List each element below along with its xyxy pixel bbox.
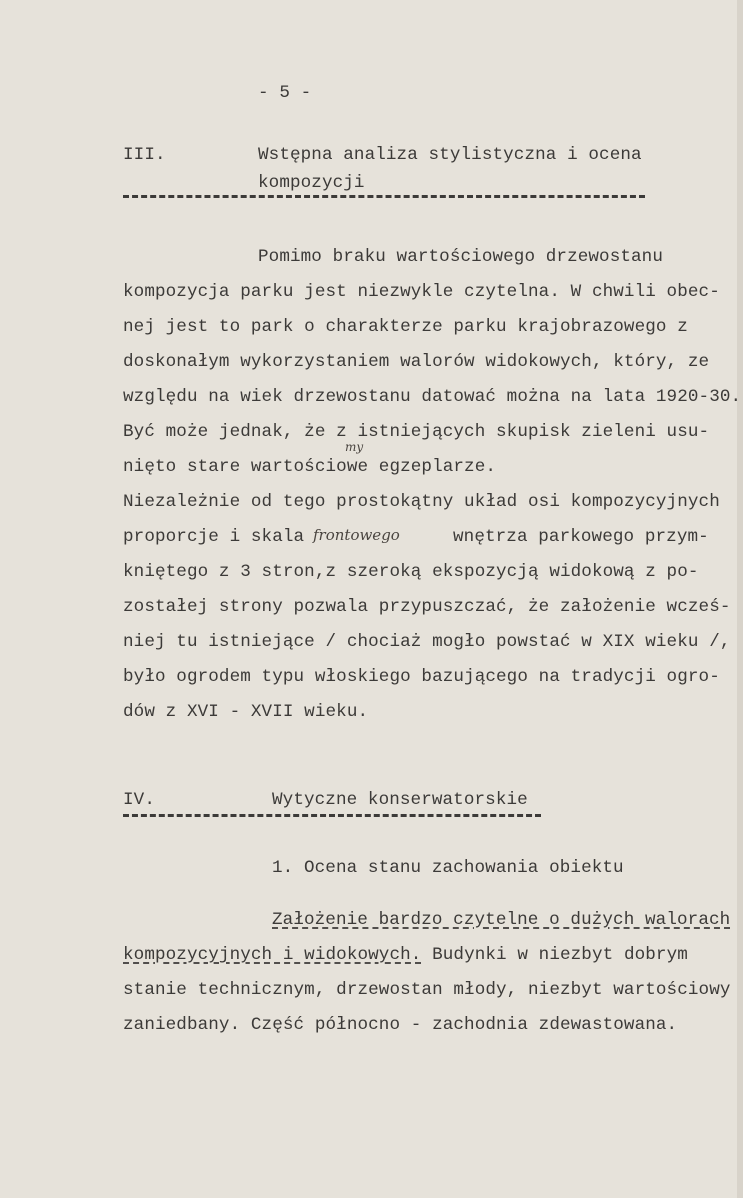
text-line: nej jest to park o charakterze parku krajobrazowego z — [123, 317, 688, 337]
text-line: kompozycja parku jest niezwykle czytelna. W chwili obec- — [123, 282, 720, 302]
text-line: wnętrza parkowego przym- — [453, 527, 709, 547]
page-edge — [737, 0, 743, 1198]
text-line — [123, 944, 688, 966]
section-3-title: Wstępna analiza stylistyczna i ocena — [258, 145, 642, 165]
text-span: Budynki w niezbyt dobrym — [421, 945, 688, 965]
underlined-text: kompozycyjnych i widokowych. — [123, 945, 422, 965]
text-line: było ogrodem typu włoskiego bazującego na tradycji ogro- — [123, 667, 720, 687]
section-3-number: III. — [123, 145, 166, 165]
text-line: względu na wiek drzewostanu datować można na lata 1920-30. — [123, 387, 742, 407]
text-line: zostałej strony pozwala przypuszczać, że założenie wcześ- — [123, 597, 731, 617]
text-line: niej tu istniejące / chociaż mogło powstać w XIX wieku /, — [123, 632, 731, 652]
page-number: - 5 - — [258, 83, 312, 103]
text-line: nięto stare wartościowe egzeplarze. — [123, 457, 497, 477]
section-3-divider — [123, 195, 645, 198]
section-4-title: Wytyczne konserwatorskie — [272, 790, 528, 810]
text-line: Niezależnie od tego prostokątny układ osi kompozycyjnych — [123, 492, 720, 512]
subsection-title: 1. Ocena stanu zachowania obiektu — [272, 858, 624, 878]
text-line: kniętego z 3 stron,z szeroką ekspozycją widokową z po- — [123, 562, 699, 582]
text-line: stanie technicznym, drzewostan młody, niezbyt wartościowy — [123, 980, 731, 1000]
text-line: Być może jednak, że z istniejących skupisk zieleni usu- — [123, 422, 710, 442]
text-line: proporcje i skala — [123, 527, 305, 547]
text-line: Założenie bardzo czytelne o dużych walorach — [272, 910, 731, 930]
section-3-title-cont: kompozycji — [258, 173, 365, 193]
text-line: dów z XVI - XVII wieku. — [123, 702, 369, 722]
text-line: doskonałym wykorzystaniem walorów widokowych, który, ze — [123, 352, 710, 372]
handwritten-insert: frontowego — [313, 526, 400, 544]
text-line: Pomimo braku wartościowego drzewostanu — [258, 247, 664, 267]
section-4-divider — [123, 814, 541, 817]
section-4-number: IV. — [123, 790, 155, 810]
handwritten-correction: my — [345, 440, 364, 454]
text-line: zaniedbany. Część północno - zachodnia zdewastowana. — [123, 1015, 678, 1035]
